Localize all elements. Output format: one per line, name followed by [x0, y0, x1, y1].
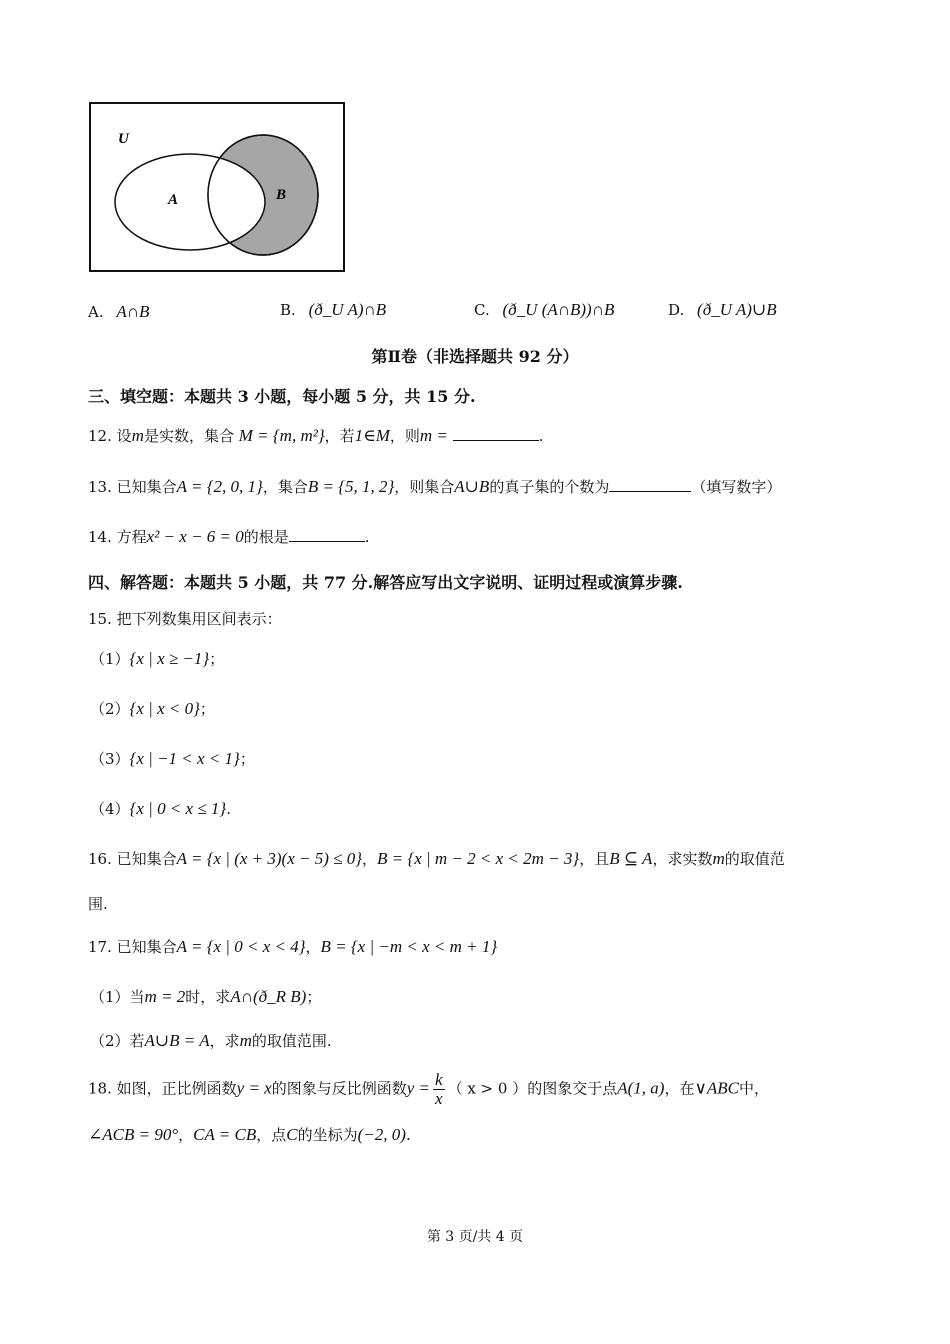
option-c: C. (ð_U (A∩B))∩B: [474, 300, 615, 319]
question-18: 18. 如图，正比例函数y = x的图象与反比例函数y = $\frac{k}{x}$ （ x > 0 ）的图象交于点A(1, a)，在∨ABC中，: [88, 1070, 770, 1108]
venn-diagram: [80, 95, 360, 285]
question-16: 16. 已知集合A = {x | (x + 3)(x − 5) ≤ 0}，B = {x | m − 2 < x < 2m − 3}，且B ⊆ A，求实数m的取值范: [88, 849, 785, 868]
a-label: A: [168, 192, 179, 208]
option-d: D. (ð_U A)∪B: [668, 300, 777, 319]
option-a: A. A∩B: [88, 302, 150, 321]
question-16-wrap: 围.: [88, 895, 108, 913]
question-14: 14. 方程x² − x − 6 = 0的根是 .: [88, 527, 370, 546]
question-18-line2: ∠ACB = 90°，CA = CB，点C的坐标为(−2, 0).: [88, 1125, 411, 1144]
answer-blank: [289, 527, 365, 542]
b-label: B: [276, 187, 287, 203]
section4-title: 四、解答题：本题共 5 小题，共 77 分.解答应写出文字说明、证明过程或演算步骤.: [88, 573, 683, 592]
question-17-part1: （1）当m = 2时，求A∩(ð_R B)；: [90, 987, 322, 1006]
question-12: 12. 设m是实数，集合 M = {m, m²}，若1∈M，则m = .: [88, 426, 544, 445]
question-15: 15. 把下列数集用区间表示：: [88, 610, 282, 628]
q15-item-1: （1）{x | x ≥ −1}；: [90, 649, 225, 668]
page-footer: 第 3 页/共 4 页: [426, 1229, 524, 1245]
u-label: U: [118, 131, 129, 147]
question-13: 13. 已知集合A = {2, 0, 1}，集合B = {5, 1, 2}，则集合A∪B的真子集的个数为 （填写数字）: [88, 477, 782, 496]
q15-item-2: （2）{x | x < 0}；: [90, 699, 215, 718]
answer-blank: [453, 426, 539, 441]
q15-item-3: （3）{x | −1 < x < 1}；: [90, 749, 255, 768]
answer-blank: [609, 477, 691, 492]
part2-title: 第Ⅱ卷（非选择题共 92 分）: [371, 347, 579, 366]
fraction-k-over-x: $\frac{k}{x}$: [435, 1070, 443, 1108]
option-b: B. (ð_U A)∩B: [280, 300, 387, 319]
q15-item-4: （4）{x | 0 < x ≤ 1}.: [90, 799, 231, 818]
question-17: 17. 已知集合A = {x | 0 < x < 4}，B = {x | −m < x < m + 1}: [88, 937, 498, 956]
question-17-part2: （2）若A∪B = A，求m的取值范围.: [90, 1031, 332, 1050]
section3-title: 三、填空题：本题共 3 小题，每小题 5 分，共 15 分.: [88, 387, 476, 406]
